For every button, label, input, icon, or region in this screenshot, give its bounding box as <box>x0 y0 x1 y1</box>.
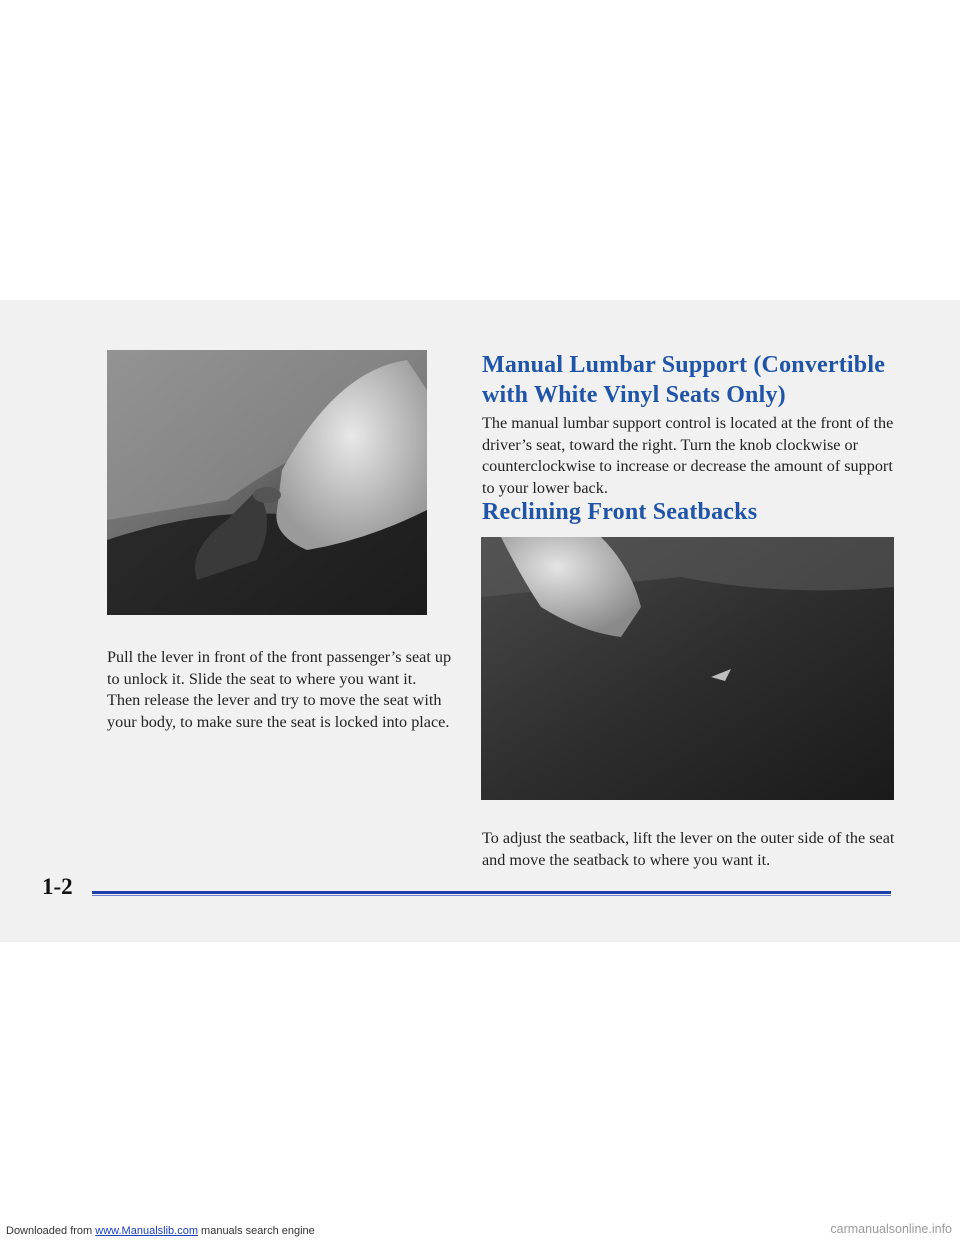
seat-lever-photo <box>107 350 427 615</box>
lumbar-support-text: The manual lumbar support control is located at the front of the driver’s seat, toward the right. Turn the knob clockwise or counterclockwise to increase or decrease the amount of support to your lower back. <box>482 414 894 497</box>
page-number: 1-2 <box>42 874 73 899</box>
download-footer <box>6 1225 315 1237</box>
page-rule <box>92 891 891 894</box>
reclining-seatbacks-heading: Reclining Front Seatbacks <box>482 499 758 525</box>
page-rule-thin <box>92 895 891 896</box>
recline-lever-photo <box>481 537 894 800</box>
footer-suffix: manuals search engine <box>197 1225 315 1237</box>
watermark: carmanualsonline.info <box>830 1222 952 1236</box>
seat-adjust-text: Pull the lever in front of the front passenger’s seat up to unlock it. Slide the seat to where you want it. Then release the lever and try to move the seat with your body, to make sure the seat is locked into place. <box>107 648 452 731</box>
manualslib-link[interactable]: www.Manualslib.com <box>95 1225 198 1237</box>
recline-text: To adjust the seatback, lift the lever on the outer side of the seat and move the seatback to where you want it. <box>482 829 895 869</box>
lumbar-support-heading: Manual Lumbar Support (Convertible with White Vinyl Seats Only) <box>482 352 886 408</box>
footer-prefix: Downloaded from <box>6 1225 96 1237</box>
